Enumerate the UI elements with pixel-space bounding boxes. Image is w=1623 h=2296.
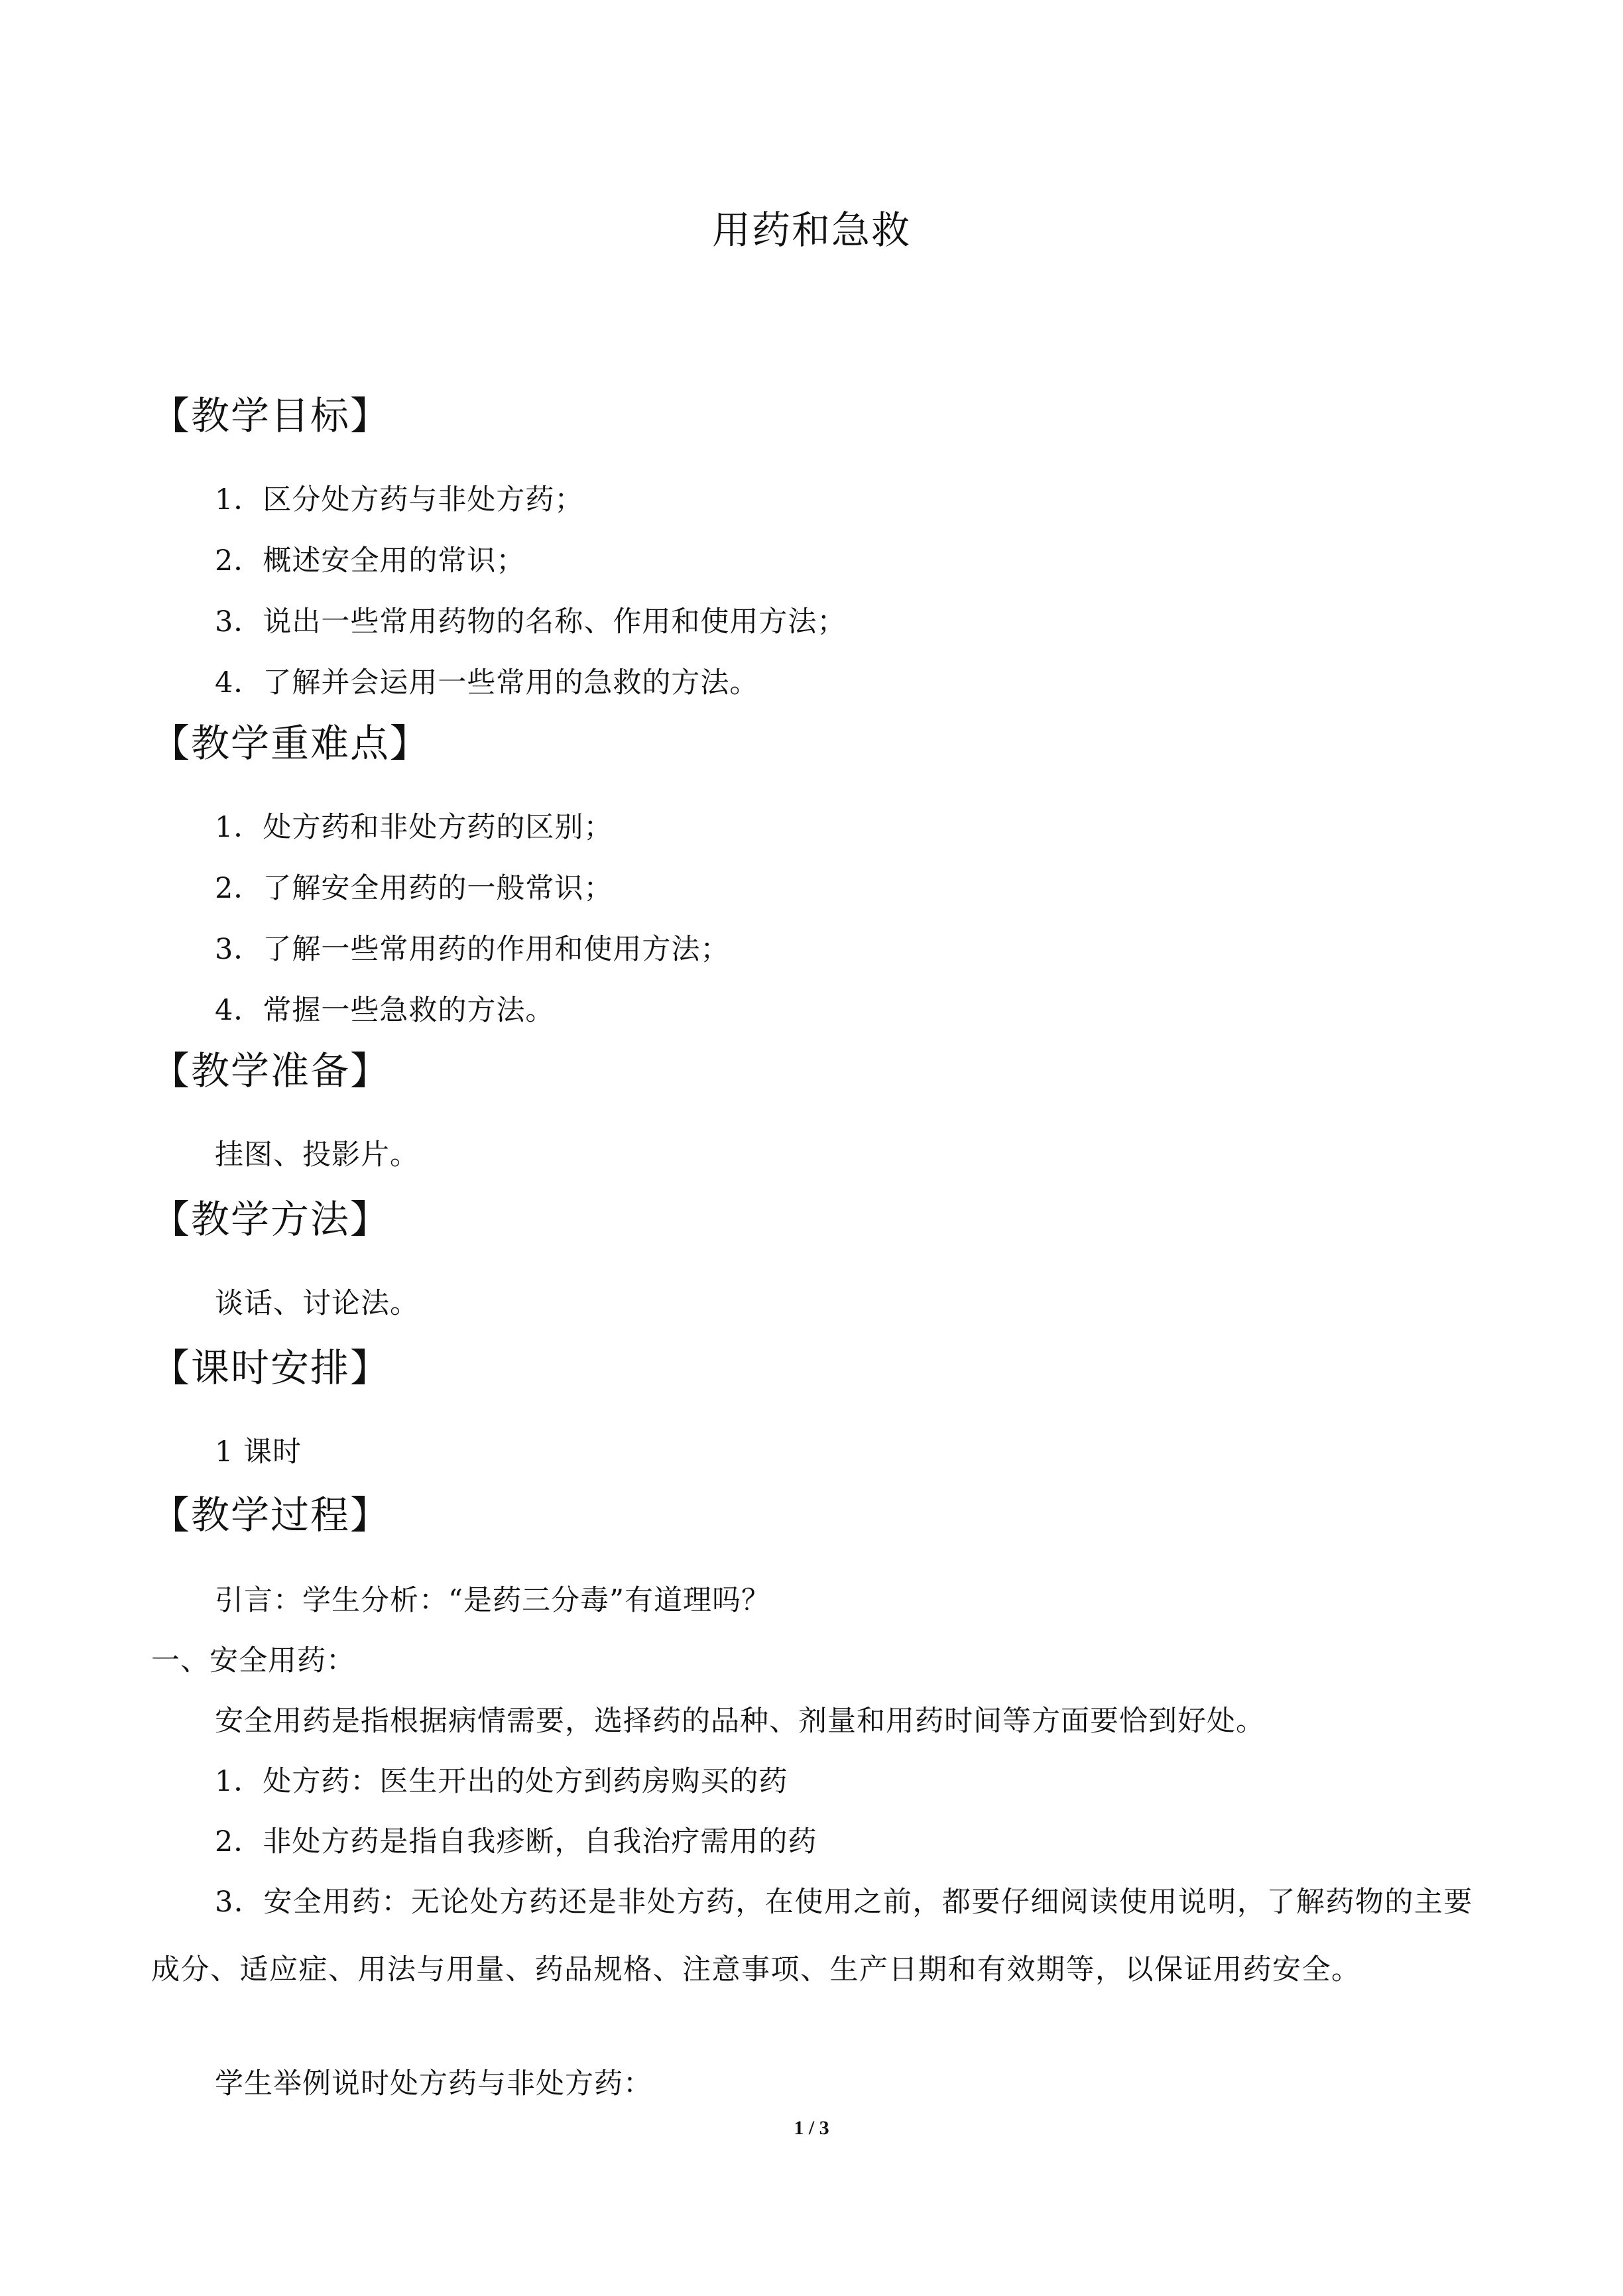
goal-item-3: 3．说出一些常用药物的名称、作用和使用方法； (215, 605, 847, 638)
key-point-item-4: 4．常握一些急救的方法。 (215, 994, 555, 1027)
method-text: 谈话、讨论法。 (215, 1287, 419, 1320)
section-heading-schedule: 【课时安排】 (151, 1345, 391, 1390)
section-heading-key-points: 【教学重难点】 (151, 721, 430, 766)
section-heading-preparation: 【教学准备】 (151, 1048, 391, 1093)
page-number: 1 / 3 (794, 2117, 829, 2139)
section-heading-process: 【教学过程】 (151, 1492, 391, 1538)
key-point-item-2: 2．了解安全用药的一般常识； (215, 872, 613, 905)
section-heading-goals: 【教学目标】 (151, 393, 391, 438)
section-heading-method: 【教学方法】 (151, 1197, 391, 1242)
schedule-text: 1 课时 (215, 1435, 302, 1469)
goal-item-1: 1．区分处方药与非处方药； (215, 483, 584, 516)
key-point-item-3: 3．了解一些常用药的作用和使用方法； (215, 933, 730, 966)
goal-item-2: 2．概述安全用的常识； (215, 544, 526, 577)
process-part1-example: 学生举例说时处方药与非处方药： (215, 2067, 652, 2100)
process-part1-definition: 安全用药是指根据病情需要，选择药的品种、剂量和用药时间等方面要恰到好处。 (215, 1705, 1265, 1738)
process-part1-item-1: 1．处方药：医生开出的处方到药房购买的药 (215, 1765, 788, 1798)
document-title: 用药和急救 (711, 208, 911, 253)
key-point-item-1: 1．处方药和非处方药的区别； (215, 811, 613, 844)
preparation-text: 挂图、投影片。 (215, 1138, 419, 1172)
goal-item-4: 4．了解并会运用一些常用的急救的方法。 (215, 666, 759, 699)
process-intro: 引言：学生分析：“是药三分毒”有道理吗？ (215, 1584, 770, 1617)
process-part1-title: 一、安全用药： (151, 1644, 355, 1677)
process-part1-item-2: 2．非处方药是指自我疹断，自我治疗需用的药 (215, 1825, 817, 1858)
process-part1-item-3: 3．安全用药：无论处方药还是非处方药，在使用之前，都要仔细阅读使用说明，了解药物的主要成分、适应症、用法与用量、药品规格、注意事项、生产日期和有效期等，以保证用药安全。 (151, 1886, 1473, 1986)
